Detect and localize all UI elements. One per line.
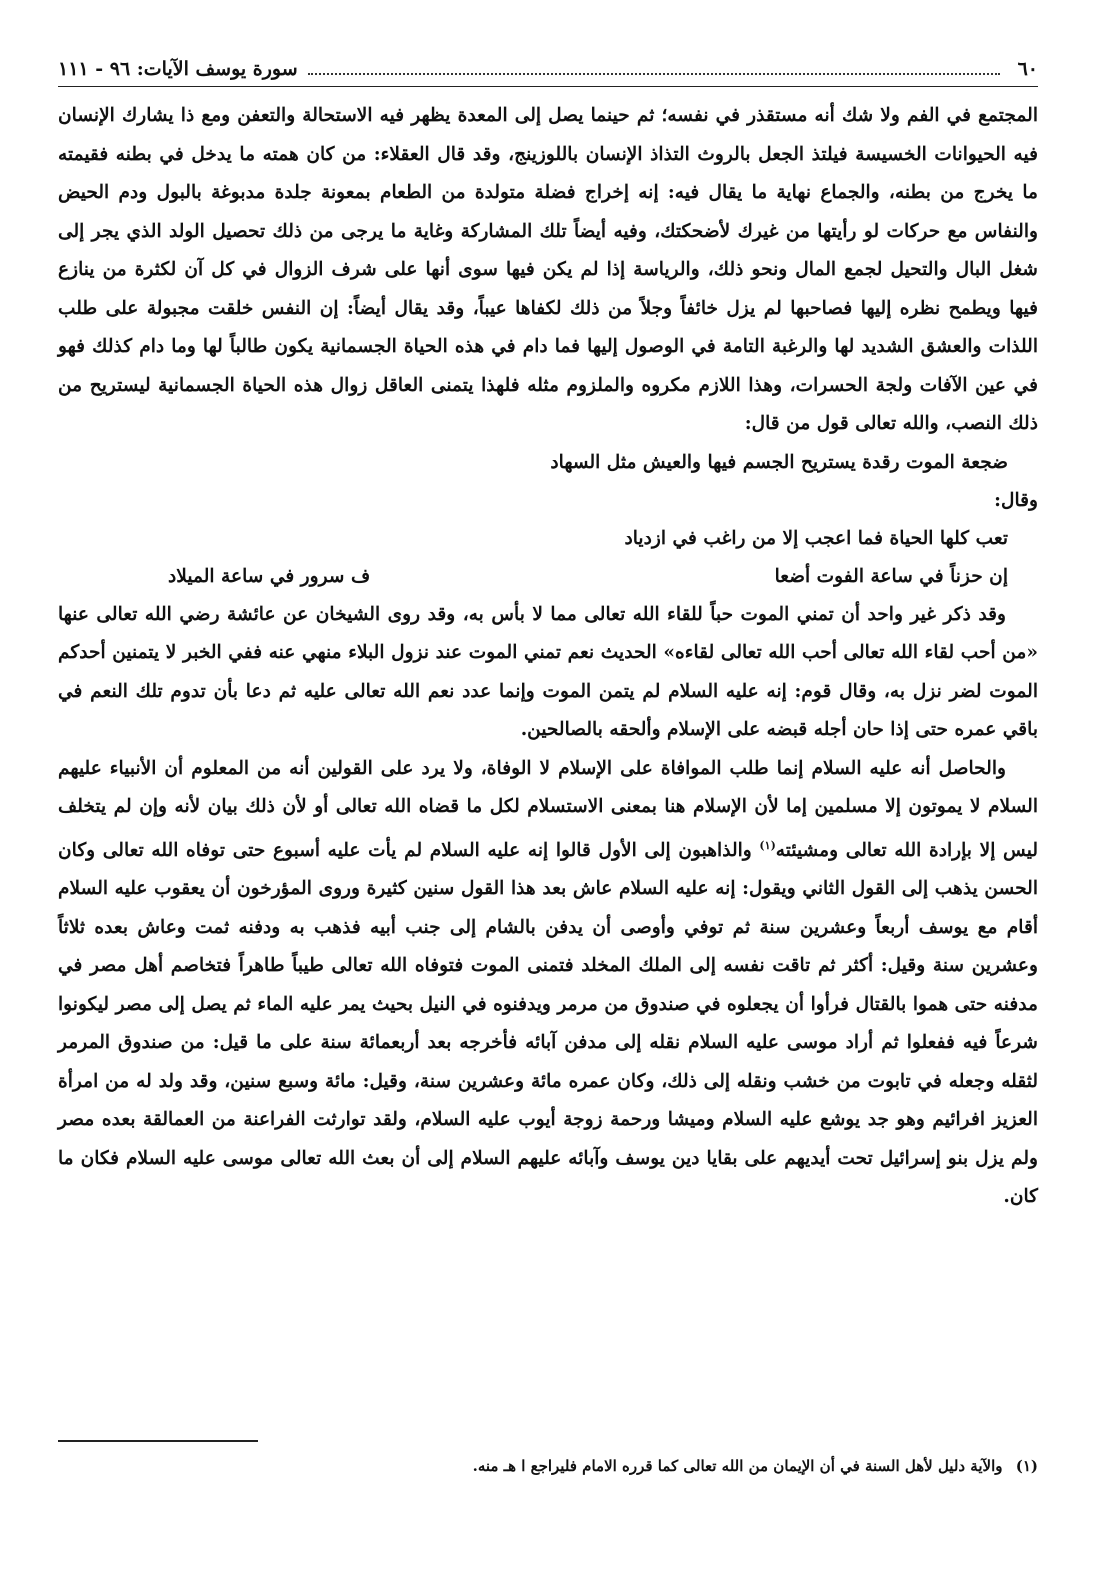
paragraph-3-part-a: والحاصل أنه عليه السلام إنما طلب الموافاة على الإسلام لا الوفاة، ولا يرد على القولين أنه من المعلوم أن الأنبياء عليهم السلام لا يموتون إلا مسلمين إما لأن الإسلام هنا بمعنى الاستسلام لكل ما قضاه الله تعالى أو لأن ذلك بيان لأنه وإن لم يتخلف ليس إلا بإرادة الله تعالى ومشيئته [58,757,1038,861]
verse-hemistich-right: إن حزناً في ساعة الفوت أضعا [774,565,1008,587]
footnote [58,1452,1038,1480]
page-number: ٦٠ [1017,58,1038,80]
paragraph-2: وقد ذكر غير واحد أن تمني الموت حباً للقاء الله تعالى مما لا بأس به، وقد روى الشيخان عن عائشة رضي الله تعالى عنها «من أحب لقاء الله تعالى أحب الله تعالى لقاءه» الحديث نعم تمني الموت عند نزول البلاء منهي عنه ففي الخبر لا يتمنين أحدكم الموت لضر نزل به، وقال قوم: إنه عليه السلام لم يتمن الموت وإنما عدد نعم الله تعالى عليه ثم دعا بأن تدوم تلك النعم في باقي عمره حتى إذا حان أجله قبضه على الإسلام وألحقه بالصالحين. [58,603,1038,740]
footnote-marker[interactable]: (١) [759,838,776,852]
running-title: سورة يوسف الآيات: ٩٦ - ١١١ [58,58,298,80]
paragraph-1: المجتمع في الفم ولا شك أنه مستقذر في نفسه؛ ثم حينما يصل إلى المعدة يظهر فيه الاستحالة والتعفن ومع ذا يشارك الإنسان فيه الحيوانات الخسيسة فيلتذ الجعل بالروث التذاذ الإنسان باللوزينج، وقد قال العقلاء: من كان همته ما يدخل في بطنه فقيمته ما يخرج من بطنه، والجماع نهاية ما يقال فيه: إنه إخراج فضلة متولدة من الطعام بمعونة جلدة مدبوغة بالبول ودم الحيض والنفاس مع حركات لو رأيتها من غيرك لأضحكتك، وفيه أيضاً تلك المشاركة وغاية ما يرجى من ذلك تحصيل الولد الذي يجر إلى شغل البال والتحيل لجمع المال ونحو ذلك، والرياسة إذا لم يكن فيها سوى أنها على شرف الزوال في كل آن لكثرة من ينازع فيها ويطمح نظره إليها فصاحبها لم يزل خائفاً وجلاً من ذلك لكفاها عيباً، وقد يقال أيضاً: إن النفس خلقت مجبولة على طلب اللذات والعشق الشديد لها والرغبة التامة في الوصول إليها فما دام في هذه الحياة الجسمانية يكون طالباً لها وما دام كذلك فهو في عين الآفات ولجة الحسرات، وهذا اللازم مكروه والملزوم مثله فلهذا يتمنى العاقل زوال هذه الحياة الجسمانية ليستريح من ذلك النصب، والله تعالى قول من قال: [58,105,1038,434]
poem-verse-2-line-1: تعب كلها الحياة فما اعجب إلا من راغب في ازدياد [624,527,1008,549]
footnote-number: (١) [1015,1457,1038,1475]
paragraph-3-part-b: والذاهبون إلى الأول قالوا إنه عليه السلام لم يأت عليه أسبوع حتى توفاه الله تعالى وكان الحسن يذهب إلى القول الثاني ويقول: إنه عليه السلام عاش بعد هذا القول سنين كثيرة وروى المؤرخون أن يعقوب عليه السلام أقام مع يوسف أربعاً وعشرين سنة ثم توفي وأوصى أن يدفن بالشام إلى جنب أبيه فذهب به ودفنه ثمت وعاش بعده ثلاثاً وعشرين سنة وقيل: أكثر ثم تاقت نفسه إلى الملك المخلد فتمنى الموت فتوفاه الله تعالى طيباً طاهراً فتخاصم أهل مصر في مدفنه حتى هموا بالقتال فرأوا أن يجعلوه في صندوق من مرمر ويدفنوه في النيل بحيث يمر عليه الماء ثم يصل إلى مصر ليكونوا شرعاً فيه ففعلوا ثم أراد موسى عليه السلام نقله إلى مدفن آبائه فأخرجه بعد أربعمائة سنة على ما قيل: من صندوق المرمر لثقله وجعله في تابوت من خشب ونقله إلى ذلك، وكان عمره مائة وعشرين سنة، وقيل: مائة وسبع سنين، وقد ولد له من امرأة العزيز افرائيم وهو جد يوشع عليه السلام وميشا ورحمة زوجة أيوب عليه السلام، ولقد توارثت الفراعنة من العمالقة بعده مصر ولم يزل بنو إسرائيل تحت أيديهم على بقايا دين يوسف وآبائه عليهم السلام إلى أن بعث الله تعالى موسى عليه السلام فكان ما كان. [58,839,1038,1208]
running-header [58,52,1038,87]
book-page [58,52,1038,1475]
header-dot-leader [308,63,1000,75]
verse-hemistich-left: ف سرور في ساعة الميلاد [168,565,371,587]
footnote-text: والآية دليل لأهل السنة في أن الإيمان من الله تعالى كما قرره الامام فليراجع ا هـ منه. [472,1457,1003,1475]
poem-verse-2-line-2 [58,558,1038,596]
poem-verse-1: ضجعة الموت رقدة يستريح الجسم فيها والعيش مثل السهاد [550,451,1008,473]
paragraph-3 [58,750,1038,1217]
footnote-separator [58,1440,258,1442]
poem-intro: وقال: [994,489,1038,511]
